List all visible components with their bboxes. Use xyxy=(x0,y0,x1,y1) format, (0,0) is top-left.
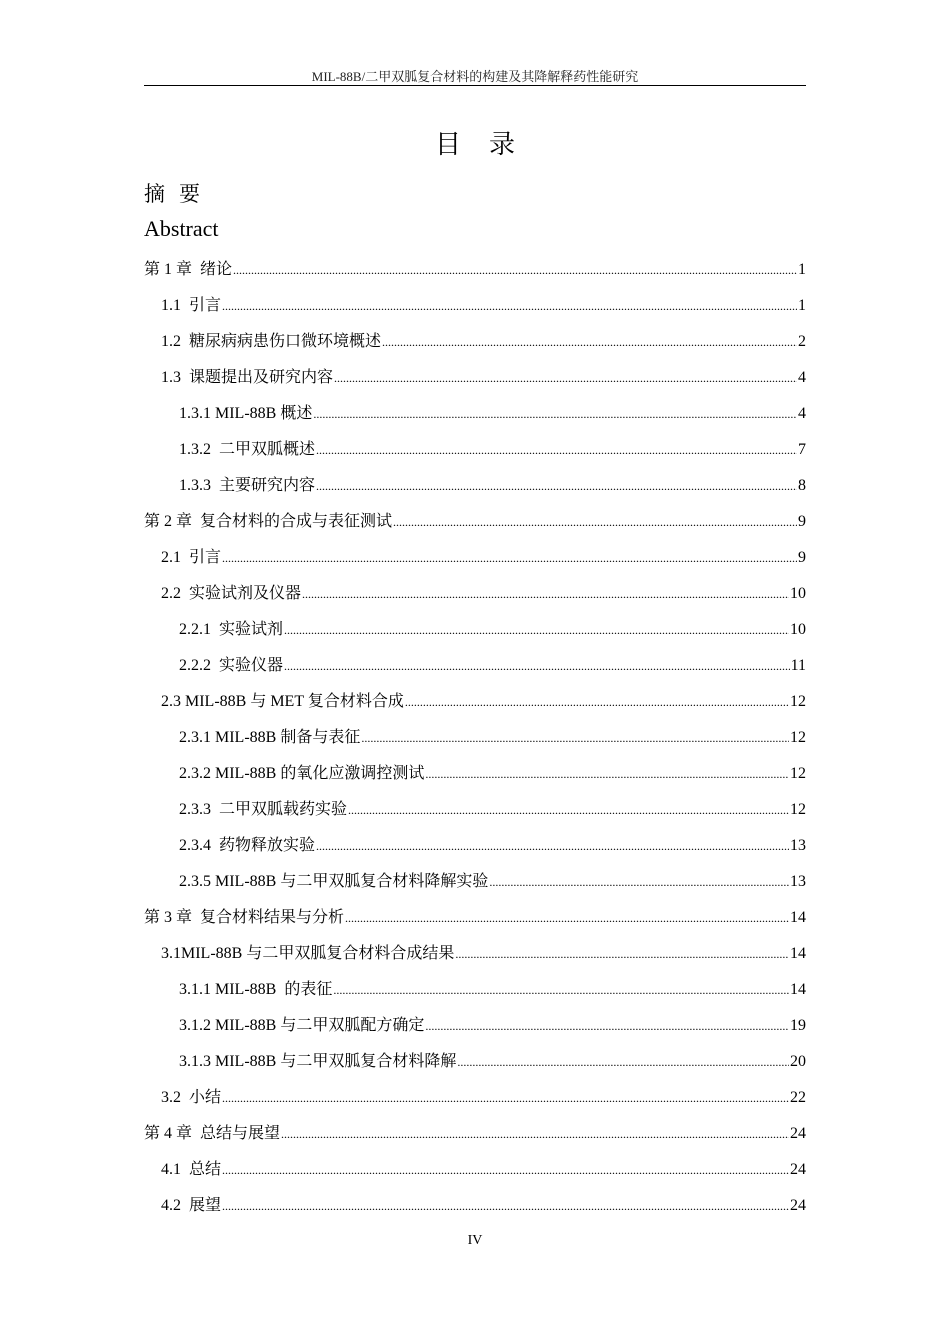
toc-leader-dots xyxy=(405,684,789,720)
toc-entry[interactable] xyxy=(144,900,806,936)
toc-entry-page: 7 xyxy=(798,441,806,458)
toc-entry-page: 2 xyxy=(798,333,806,350)
toc-entry-page: 12 xyxy=(790,765,806,782)
toc-entry-label: 1.1 引言 xyxy=(161,297,222,314)
toc-entry[interactable] xyxy=(144,468,806,504)
toc-entry-label: 2.3.2 MIL-88B 的氧化应激调控测试 xyxy=(179,765,425,782)
toc-entry-label: 4.2 展望 xyxy=(161,1197,222,1214)
toc-entry-page: 1 xyxy=(798,261,806,278)
header-rule xyxy=(144,85,806,86)
toc-leader-dots xyxy=(425,1008,789,1044)
toc-entry-page: 13 xyxy=(790,873,806,890)
toc-entry-label: 3.1.1 MIL-88B 的表征 xyxy=(179,981,333,998)
toc-entry-label: 1.3.3 主要研究内容 xyxy=(179,477,316,494)
toc-entry[interactable] xyxy=(144,1008,806,1044)
toc-entry-page: 10 xyxy=(790,585,806,602)
toc-entry-label: 2.1 引言 xyxy=(161,549,222,566)
toc-entry-label: 2.2.2 实验仪器 xyxy=(179,657,284,674)
toc-entry-page: 24 xyxy=(790,1161,806,1178)
toc-entry[interactable] xyxy=(144,396,806,432)
toc-title: 目录 xyxy=(434,130,543,160)
toc-entry-page: 9 xyxy=(798,549,806,566)
toc-entry[interactable] xyxy=(144,252,806,288)
toc-leader-dots xyxy=(222,1152,789,1188)
toc-leader-dots xyxy=(222,288,797,324)
toc-entry-label: 2.3.5 MIL-88B 与二甲双胍复合材料降解实验 xyxy=(179,873,489,890)
toc-leader-dots xyxy=(316,432,797,468)
toc-entry[interactable] xyxy=(144,504,806,540)
toc-entry-page: 20 xyxy=(790,1053,806,1070)
toc-entry[interactable] xyxy=(144,648,806,684)
toc-entry[interactable] xyxy=(144,792,806,828)
toc-entry-page: 8 xyxy=(798,477,806,494)
toc-entry-page: 22 xyxy=(790,1089,806,1106)
toc-entry-label: 2.3.3 二甲双胍载药实验 xyxy=(179,801,348,818)
toc-entry-label: 1.3.1 MIL-88B 概述 xyxy=(179,405,313,422)
toc-entry-page: 1 xyxy=(798,297,806,314)
toc-entry[interactable] xyxy=(144,432,806,468)
toc-entry-label: 3.1.3 MIL-88B 与二甲双胍复合材料降解 xyxy=(179,1053,457,1070)
toc-entry[interactable] xyxy=(144,1152,806,1188)
toc-leader-dots xyxy=(313,396,797,432)
toc-leader-dots xyxy=(345,900,789,936)
toc-entry-page: 12 xyxy=(790,801,806,818)
toc-leader-dots xyxy=(284,648,790,684)
toc-entry[interactable] xyxy=(144,540,806,576)
toc-entry-page: 12 xyxy=(790,693,806,710)
toc-entry-label: 2.3.1 MIL-88B 制备与表征 xyxy=(179,729,361,746)
toc-leader-dots xyxy=(222,540,797,576)
toc-entry[interactable] xyxy=(144,360,806,396)
toc-list xyxy=(144,252,806,1224)
toc-entry-page: 11 xyxy=(790,657,806,674)
toc-entry[interactable] xyxy=(144,972,806,1008)
toc-leader-dots xyxy=(455,936,789,972)
toc-entry-label: 4.1 总结 xyxy=(161,1161,222,1178)
toc-entry-label: 1.3.2 二甲双胍概述 xyxy=(179,441,316,458)
toc-entry-label: 第 1 章 绪论 xyxy=(144,261,233,278)
toc-leader-dots xyxy=(382,324,797,360)
toc-leader-dots xyxy=(316,468,797,504)
toc-entry-page: 14 xyxy=(790,909,806,926)
toc-entry-label: 3.1MIL-88B 与二甲双胍复合材料合成结果 xyxy=(161,945,455,962)
toc-entry-label: 2.3 MIL-88B 与 MET 复合材料合成 xyxy=(161,693,404,710)
toc-leader-dots xyxy=(316,828,789,864)
toc-entry-page: 4 xyxy=(798,369,806,386)
toc-entry-label: 1.3 课题提出及研究内容 xyxy=(161,369,334,386)
toc-entry[interactable] xyxy=(144,612,806,648)
toc-leader-dots xyxy=(457,1044,789,1080)
toc-leader-dots xyxy=(233,252,797,288)
toc-entry[interactable] xyxy=(144,288,806,324)
toc-entry-page: 4 xyxy=(798,405,806,422)
toc-entry[interactable] xyxy=(144,864,806,900)
toc-entry-label: 3.2 小结 xyxy=(161,1089,222,1106)
toc-leader-dots xyxy=(334,360,797,396)
toc-entry[interactable] xyxy=(144,720,806,756)
toc-entry[interactable] xyxy=(144,756,806,792)
toc-entry[interactable] xyxy=(144,684,806,720)
toc-entry-page: 12 xyxy=(790,729,806,746)
toc-abstract-en: Abstract xyxy=(144,216,219,241)
toc-entry[interactable] xyxy=(144,1080,806,1116)
page-number: IV xyxy=(467,1233,483,1248)
toc-entry-page: 13 xyxy=(790,837,806,854)
toc-entry-label: 2.2 实验试剂及仪器 xyxy=(161,585,302,602)
toc-entry-label: 2.2.1 实验试剂 xyxy=(179,621,284,638)
toc-entry-label: 第 3 章 复合材料结果与分析 xyxy=(144,909,345,926)
toc-entry-label: 3.1.2 MIL-88B 与二甲双胍配方确定 xyxy=(179,1017,425,1034)
toc-leader-dots xyxy=(361,720,789,756)
toc-entry[interactable] xyxy=(144,1116,806,1152)
toc-leader-dots xyxy=(302,576,789,612)
toc-leader-dots xyxy=(393,504,797,540)
toc-entry[interactable] xyxy=(144,576,806,612)
toc-leader-dots xyxy=(222,1080,789,1116)
toc-leader-dots xyxy=(425,756,789,792)
toc-abstract-zh: 摘要 xyxy=(144,182,214,206)
toc-entry[interactable] xyxy=(144,1044,806,1080)
toc-entry-page: 14 xyxy=(790,981,806,998)
toc-leader-dots xyxy=(281,1116,789,1152)
toc-leader-dots xyxy=(222,1188,789,1224)
toc-leader-dots xyxy=(333,972,789,1008)
toc-entry-page: 19 xyxy=(790,1017,806,1034)
toc-entry-page: 14 xyxy=(790,945,806,962)
toc-leader-dots xyxy=(348,792,789,828)
toc-entry-page: 10 xyxy=(790,621,806,638)
toc-entry[interactable] xyxy=(144,936,806,972)
toc-entry-label: 第 4 章 总结与展望 xyxy=(144,1125,281,1142)
toc-entry-page: 9 xyxy=(798,513,806,530)
toc-entry-label: 第 2 章 复合材料的合成与表征测试 xyxy=(144,513,393,530)
toc-entry-page: 24 xyxy=(790,1125,806,1142)
toc-entry[interactable] xyxy=(144,324,806,360)
toc-entry-label: 1.2 糖尿病病患伤口微环境概述 xyxy=(161,333,382,350)
toc-entry[interactable] xyxy=(144,828,806,864)
toc-leader-dots xyxy=(284,612,789,648)
toc-entry-page: 24 xyxy=(790,1197,806,1214)
running-header: MIL-88B/二甲双胍复合材料的构建及其降解释药性能研究 xyxy=(311,69,639,84)
toc-entry[interactable] xyxy=(144,1188,806,1224)
toc-leader-dots xyxy=(489,864,789,900)
toc-entry-label: 2.3.4 药物释放实验 xyxy=(179,837,316,854)
